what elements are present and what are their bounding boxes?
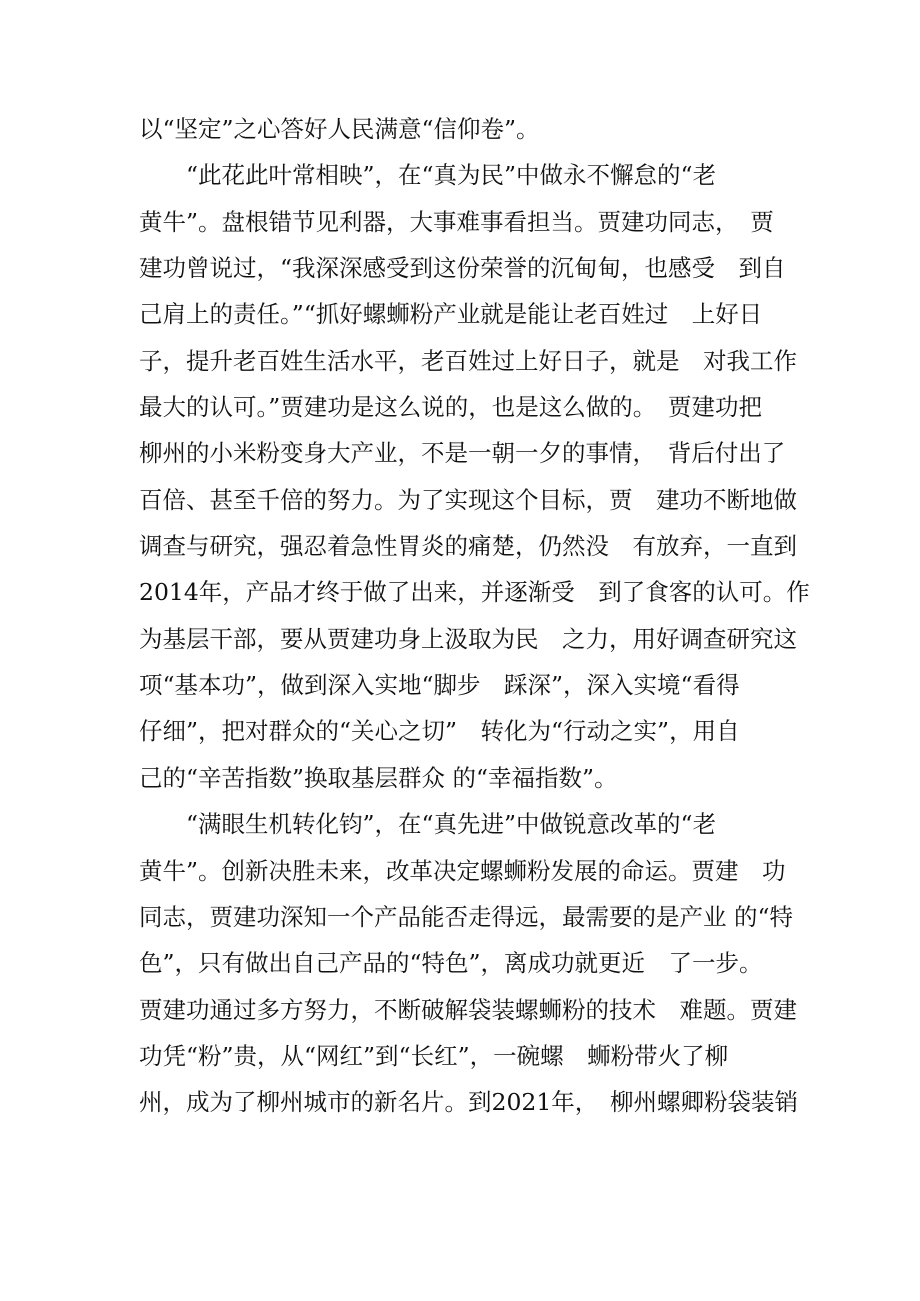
- text-line: 仔细”，把对群众的“关心之切” 转化为“行动之实”，用自: [139, 717, 740, 746]
- text-line: 柳州的小米粉变身大产业，不是一朝一夕的事情， 背后付出了: [139, 439, 786, 468]
- text-line: 黄牛”。创新决胜未来，改革决定螺蛳粉发展的命运。贾建 功: [139, 856, 786, 885]
- text-line: 最大的认可。”贾建功是这么说的，也是这么做的。 贾建功把: [139, 393, 763, 422]
- text-line: “此花此叶常相映”，在“真为民”中做永不懈怠的“老: [139, 161, 717, 190]
- text-line: 项“基本功”，做到深入实地“脚步 踩深”，深入实境“看得: [139, 671, 740, 700]
- text-line: 州，成为了柳州城市的新名片。到2021年， 柳州螺卿粉袋装销: [139, 1088, 799, 1117]
- text-line: 2014年，产品才终于做了出来，并逐渐受 到了食客的认可。作: [139, 578, 810, 607]
- text-line: 贾建功通过多方努力，不断破解袋装螺蛳粉的技术 难题。贾建: [139, 995, 797, 1024]
- text-line: 子，提升老百姓生活水平，老百姓过上好日子，就是 对我工作: [139, 346, 797, 375]
- body-text: [139, 106, 810, 1126]
- text-line: 建功曾说过，“我深深感受到这份荣誉的沉甸甸，也感受 到自: [139, 254, 786, 283]
- text-line: 黄牛”。盘根错节见利器，大事难事看担当。贾建功同志， 贾: [139, 207, 774, 236]
- text-line: 己的“辛苦指数”换取基层群众 的“幸福指数”。: [139, 763, 618, 792]
- text-line: 同志，贾建功深知一个产品能否走得远，最需要的是产业 的“特: [139, 902, 793, 931]
- text-line: 功凭“粉”贵，从“网红”到“长红”，一碗螺 蛳粉带火了柳: [139, 1041, 729, 1070]
- text-line: “满眼生机转化钧”，在“真先进”中做锐意改革的“老: [139, 810, 717, 839]
- text-line: 色”，只有做出自己产品的“特色”，离成功就更近 了一步。: [139, 949, 763, 978]
- text-line: 以“坚定”之心答好人民满意“信仰卷”。: [139, 115, 540, 143]
- text-line: 调查与研究，强忍着急性胃炎的痛楚，仍然没 有放弃，一直到: [139, 532, 797, 561]
- text-line: 为基层干部，要从贾建功身上汲取为民 之力，用好调查研究这: [139, 624, 797, 653]
- text-line: 百倍、甚至千倍的努力。为了实现这个目标，贾 建功不断地做: [139, 485, 797, 514]
- text-line: 己肩上的责任。”“抓好螺蛳粉产业就是能让老百姓过 上好日: [139, 300, 763, 329]
